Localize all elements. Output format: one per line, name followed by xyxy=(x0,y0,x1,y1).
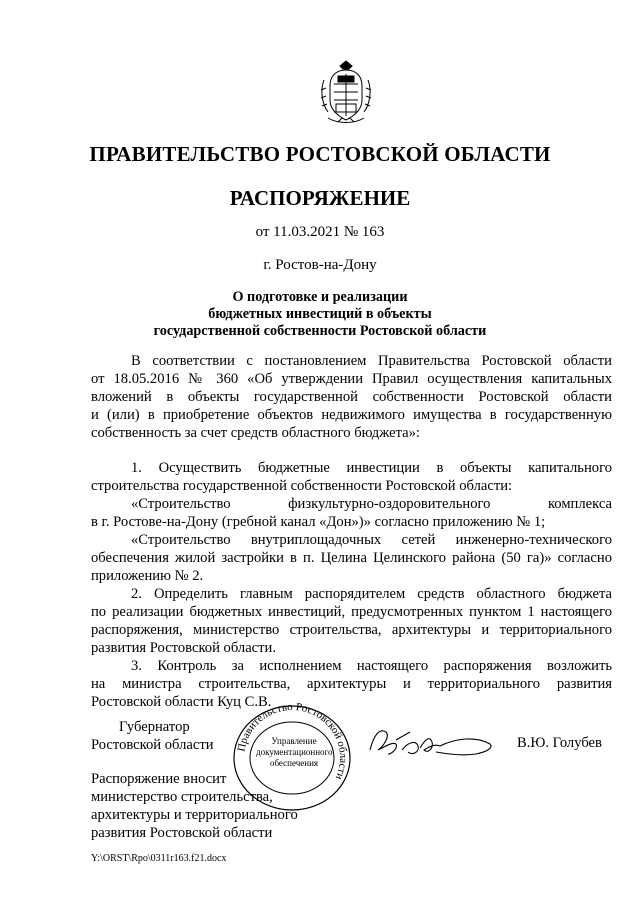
text-line: Ростовской области Куц С.В. xyxy=(91,694,272,710)
text-line: вложений в объекты государственной собственности Ростовской области xyxy=(91,389,612,405)
subject-line: бюджетных инвестиций в объекты xyxy=(208,306,432,322)
document-city: г. Ростов-на-Дону xyxy=(263,257,377,273)
signatory-title-line: Губернатор xyxy=(119,719,190,735)
government-title: ПРАВИТЕЛЬСТВО РОСТОВСКОЙ ОБЛАСТИ xyxy=(89,142,551,166)
text-line: «Строительство физкультурно-оздоровительного комплекса xyxy=(131,496,612,512)
stamp-center-line: обеспечения xyxy=(269,758,319,768)
subject-line: государственной собственности Ростовской области xyxy=(153,323,487,339)
text-line: собственность за счет средств областного бюджета»: xyxy=(91,425,420,441)
document-date-number: от 11.03.2021 № 163 xyxy=(255,224,385,240)
preamble-paragraph xyxy=(91,352,612,442)
text-line: строительства государственной собственности Ростовской области: xyxy=(91,478,513,494)
submitted-by-note xyxy=(91,770,298,842)
text-line: на министра строительства, архитектуры и территориального развития xyxy=(91,676,612,692)
text-line: 3. Контроль за исполнением настоящего распоряжения возложить xyxy=(131,658,612,674)
handwritten-signature xyxy=(366,720,496,764)
text-line: приложению № 2. xyxy=(91,568,204,584)
stamp-center-text xyxy=(256,736,332,769)
text-line: от 18.05.2016 № 360 «Об утверждении Правил осуществления капитальных xyxy=(91,371,612,387)
item-2-paragraph xyxy=(91,585,612,657)
submitted-by-line: министерство строительства, xyxy=(91,789,273,805)
text-line: развития Ростовской области. xyxy=(91,640,276,656)
signatory-title xyxy=(91,718,214,754)
signatory-title-line: Ростовской области xyxy=(91,737,214,753)
signatory-name: В.Ю. Голубев xyxy=(517,735,602,751)
submitted-by-line: Распоряжение вносит xyxy=(91,771,227,787)
coat-of-arms-emblem xyxy=(318,60,374,126)
document-type-heading: РАСПОРЯЖЕНИЕ xyxy=(229,186,411,210)
text-line: 1. Осуществить бюджетные инвестиции в объекты капитального xyxy=(131,460,612,476)
stamp-ring-text: Правительство Ростовской области xyxy=(235,702,350,782)
submitted-by-line: развития Ростовской области xyxy=(91,825,273,841)
text-line: В соответствии с постановлением Правительства Ростовской области xyxy=(131,353,612,369)
document-subject xyxy=(0,289,640,340)
text-line: 2. Определить главным распорядителем средств областного бюджета xyxy=(131,586,612,602)
text-line: в г. Ростове-на-Дону (гребной канал «Дон»)» согласно приложению № 1; xyxy=(91,514,546,530)
stamp-center-line: документационного xyxy=(256,747,333,757)
text-line: и (или) в приобретение объектов недвижимого имущества в государственную xyxy=(91,407,612,423)
subject-line: О подготовке и реализации xyxy=(232,289,408,305)
file-path: Y:\ORST\Rpo\0311r163.f21.docx xyxy=(91,853,227,864)
item-1-paragraph xyxy=(91,459,612,585)
text-line: обеспечения жилой застройки в п. Целина Целинского района (50 га)» согласно xyxy=(91,550,612,566)
stamp-center-line: Управление xyxy=(271,736,317,746)
submitted-by-line: архитектуры и территориального xyxy=(91,807,298,823)
text-line: по реализации бюджетных инвестиций, предусмотренных пунктом 1 настоящего xyxy=(91,604,612,620)
text-line: «Строительство внутриплощадочных сетей инженерно-технического xyxy=(131,532,612,548)
text-line: распоряжения, министерство строительства, архитектуры и территориального xyxy=(91,622,612,638)
